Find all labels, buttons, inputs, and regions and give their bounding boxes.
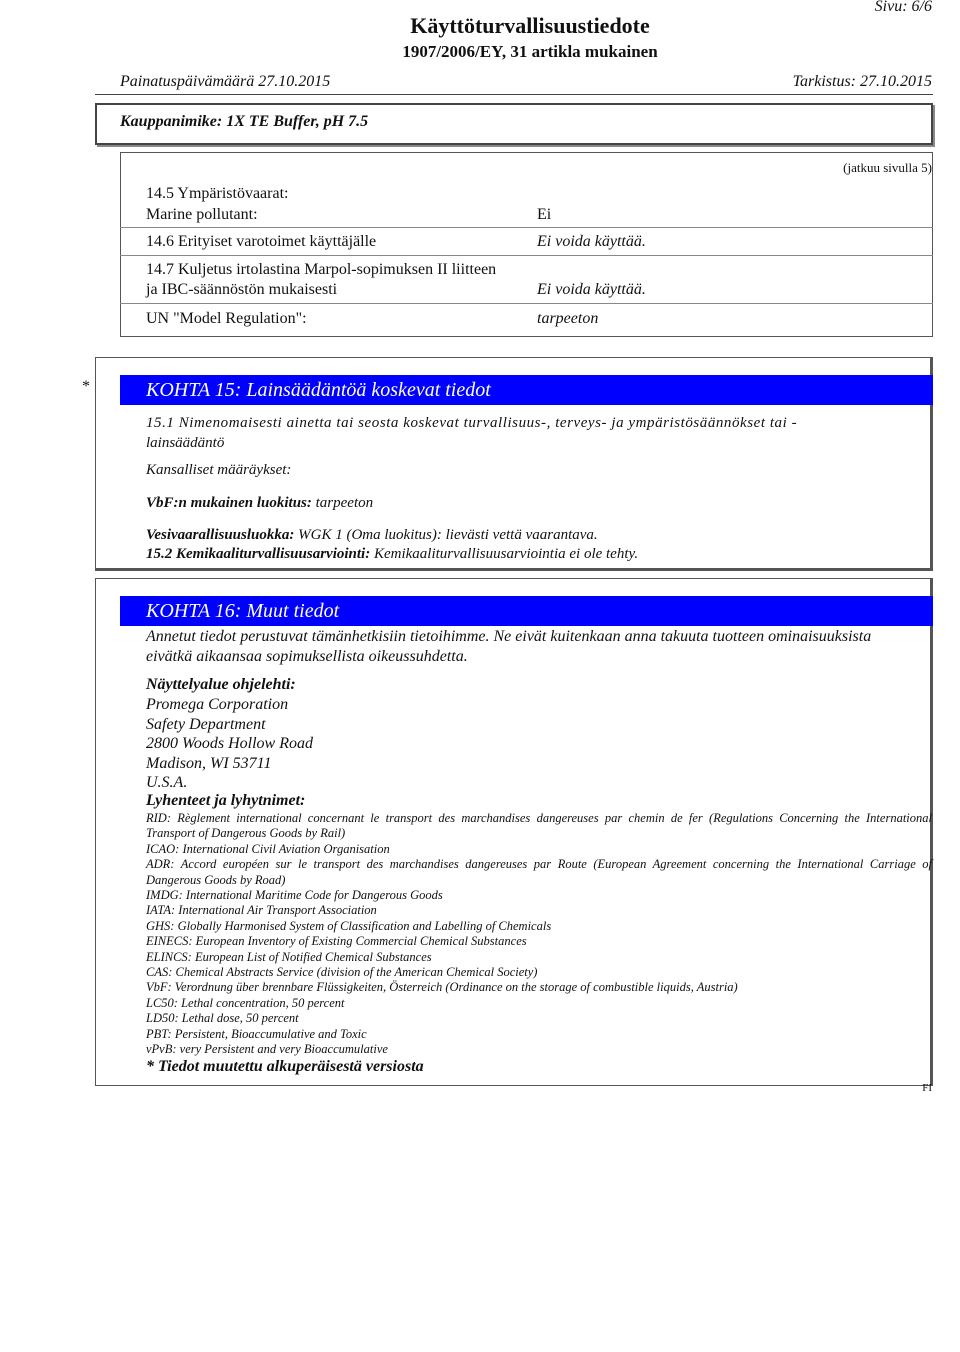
- print-date: Painatuspäivämäärä 27.10.2015: [120, 73, 331, 90]
- abbreviation-item: ADR: Accord européen sur le transport des marchandises dangereuses par Route (European Agreement concerning the International Carriage of Dangerous Goods by Road): [146, 857, 932, 887]
- abbreviation-item: GHS: Globally Harmonised System of Classification and Labelling of Chemicals: [146, 918, 552, 933]
- changed-info-note: * Tiedot muutettu alkuperäisestä versiosta: [146, 1058, 424, 1075]
- marine-pollutant-label: Marine pollutant:: [146, 206, 258, 223]
- wgk-value: WGK 1 (Oma luokitus): lievästi vettä vaarantava.: [298, 527, 598, 543]
- issuer-line: Promega Corporation: [146, 696, 289, 713]
- continued-note: (jatkuu sivulla 5): [843, 160, 932, 175]
- abbreviation-item: ELINCS: European List of Notified Chemical Substances: [146, 949, 432, 964]
- chemical-safety-assessment: [146, 546, 638, 563]
- abbreviation-item: vPvB: very Persistent and very Bioaccumulative: [146, 1042, 388, 1057]
- header-divider: [95, 94, 933, 95]
- changed-marker: *: [82, 378, 90, 395]
- issuer-line: Madison, WI 53711: [146, 754, 272, 772]
- issuer-line: 2800 Woods Hollow Road: [146, 735, 313, 752]
- language-code: FI: [922, 1082, 932, 1094]
- abbreviation-item: RID: Règlement international concernant le transport des marchandises dangereuses par chemin de fer (Regulations Concerning the International Transport of Dangerous Goods by Rail): [146, 811, 932, 841]
- marine-pollutant-value: Ei: [537, 206, 552, 223]
- abbreviations-list: [146, 811, 932, 1058]
- issuer-line: Safety Department: [146, 715, 266, 733]
- row-divider: [120, 227, 933, 228]
- un-model-value: tarpeeton: [537, 310, 599, 327]
- csa-label: 15.2 Kemikaaliturvallisuusarviointi:: [146, 546, 371, 562]
- regulation-heading-cont: lainsäädäntö: [146, 435, 225, 451]
- water-hazard-class: [146, 527, 598, 544]
- section-16-title: KOHTA 16: Muut tiedot: [146, 600, 340, 622]
- issuer-address: [146, 695, 313, 793]
- abbreviation-item: PBT: Persistent, Bioaccumulative and Toxic: [146, 1026, 367, 1041]
- precautions-value: Ei voida käyttää.: [537, 233, 646, 250]
- csa-value: Kemikaaliturvallisuusarviointia ei ole tehty.: [373, 546, 639, 562]
- document-title: Käyttöturvallisuustiedote: [410, 13, 650, 38]
- abbreviation-item: LD50: Lethal dose, 50 percent: [146, 1011, 299, 1026]
- product-name: Kauppanimike: 1X TE Buffer, pH 7.5: [120, 113, 369, 130]
- issuer-line: U.S.A.: [146, 774, 188, 791]
- env-hazards-heading: 14.5 Ympäristövaarat:: [146, 185, 289, 202]
- row-divider: [120, 255, 933, 256]
- revision-date: Tarkistus: 27.10.2015: [792, 73, 932, 90]
- precautions-label: 14.6 Erityiset varotoimet käyttäjälle: [146, 233, 377, 250]
- abbreviation-item: IMDG: International Maritime Code for Dangerous Goods: [146, 888, 443, 903]
- wgk-label: Vesivaarallisuusluokka:: [146, 527, 295, 543]
- vbf-value: tarpeeton: [315, 495, 374, 511]
- vbf-label: VbF:n mukainen luokitus:: [146, 495, 312, 511]
- section-15-title: KOHTA 15: Lainsäädäntöä koskevat tiedot: [146, 379, 491, 401]
- abbreviation-item: EINECS: European Inventory of Existing Commercial Chemical Substances: [146, 934, 527, 949]
- page-number: Sivu: 6/6: [874, 0, 932, 15]
- vbf-classification: [146, 495, 373, 512]
- row-divider: [120, 303, 933, 304]
- abbreviation-item: LC50: Lethal concentration, 50 percent: [146, 995, 345, 1010]
- bulk-transport-value: Ei voida käyttää.: [537, 281, 646, 298]
- abbreviation-item: IATA: International Air Transport Association: [146, 903, 377, 918]
- abbreviation-item: CAS: Chemical Abstracts Service (division of the American Chemical Society): [146, 965, 538, 980]
- document-subtitle: 1907/2006/EY, 31 artikla mukainen: [402, 42, 658, 61]
- bulk-transport-label-2: ja IBC-säännöstön mukaisesti: [146, 281, 338, 298]
- abbreviation-item: ICAO: International Civil Aviation Organisation: [146, 841, 390, 856]
- abbreviation-item: VbF: Verordnung über brennbare Flüssigkeiten, Österreich (Ordinance on the storage of combustible liquids, Austria): [146, 980, 738, 995]
- disclaimer-line-1: Annetut tiedot perustuvat tämänhetkisiin tietoihimme. Ne eivät kuitenkaan anna takuuta tuotteen ominaisuuksista: [146, 628, 872, 645]
- regulation-heading: 15.1 Nimenomaisesti ainetta tai seosta koskevat turvallisuus-, terveys- ja ympäristösäännökset tai -: [146, 415, 798, 431]
- disclaimer-line-2: eivätkä aikaansaa sopimuksellista oikeussuhdetta.: [146, 648, 468, 665]
- bulk-transport-label-1: 14.7 Kuljetus irtolastina Marpol-sopimuksen II liitteen: [146, 261, 497, 278]
- issuer-label: Näyttelyalue ohjelehti:: [146, 676, 296, 693]
- un-model-label: UN "Model Regulation":: [146, 310, 307, 327]
- national-regulations: Kansalliset määräykset:: [146, 462, 292, 478]
- abbreviations-label: Lyhenteet ja lyhytnimet:: [146, 792, 306, 809]
